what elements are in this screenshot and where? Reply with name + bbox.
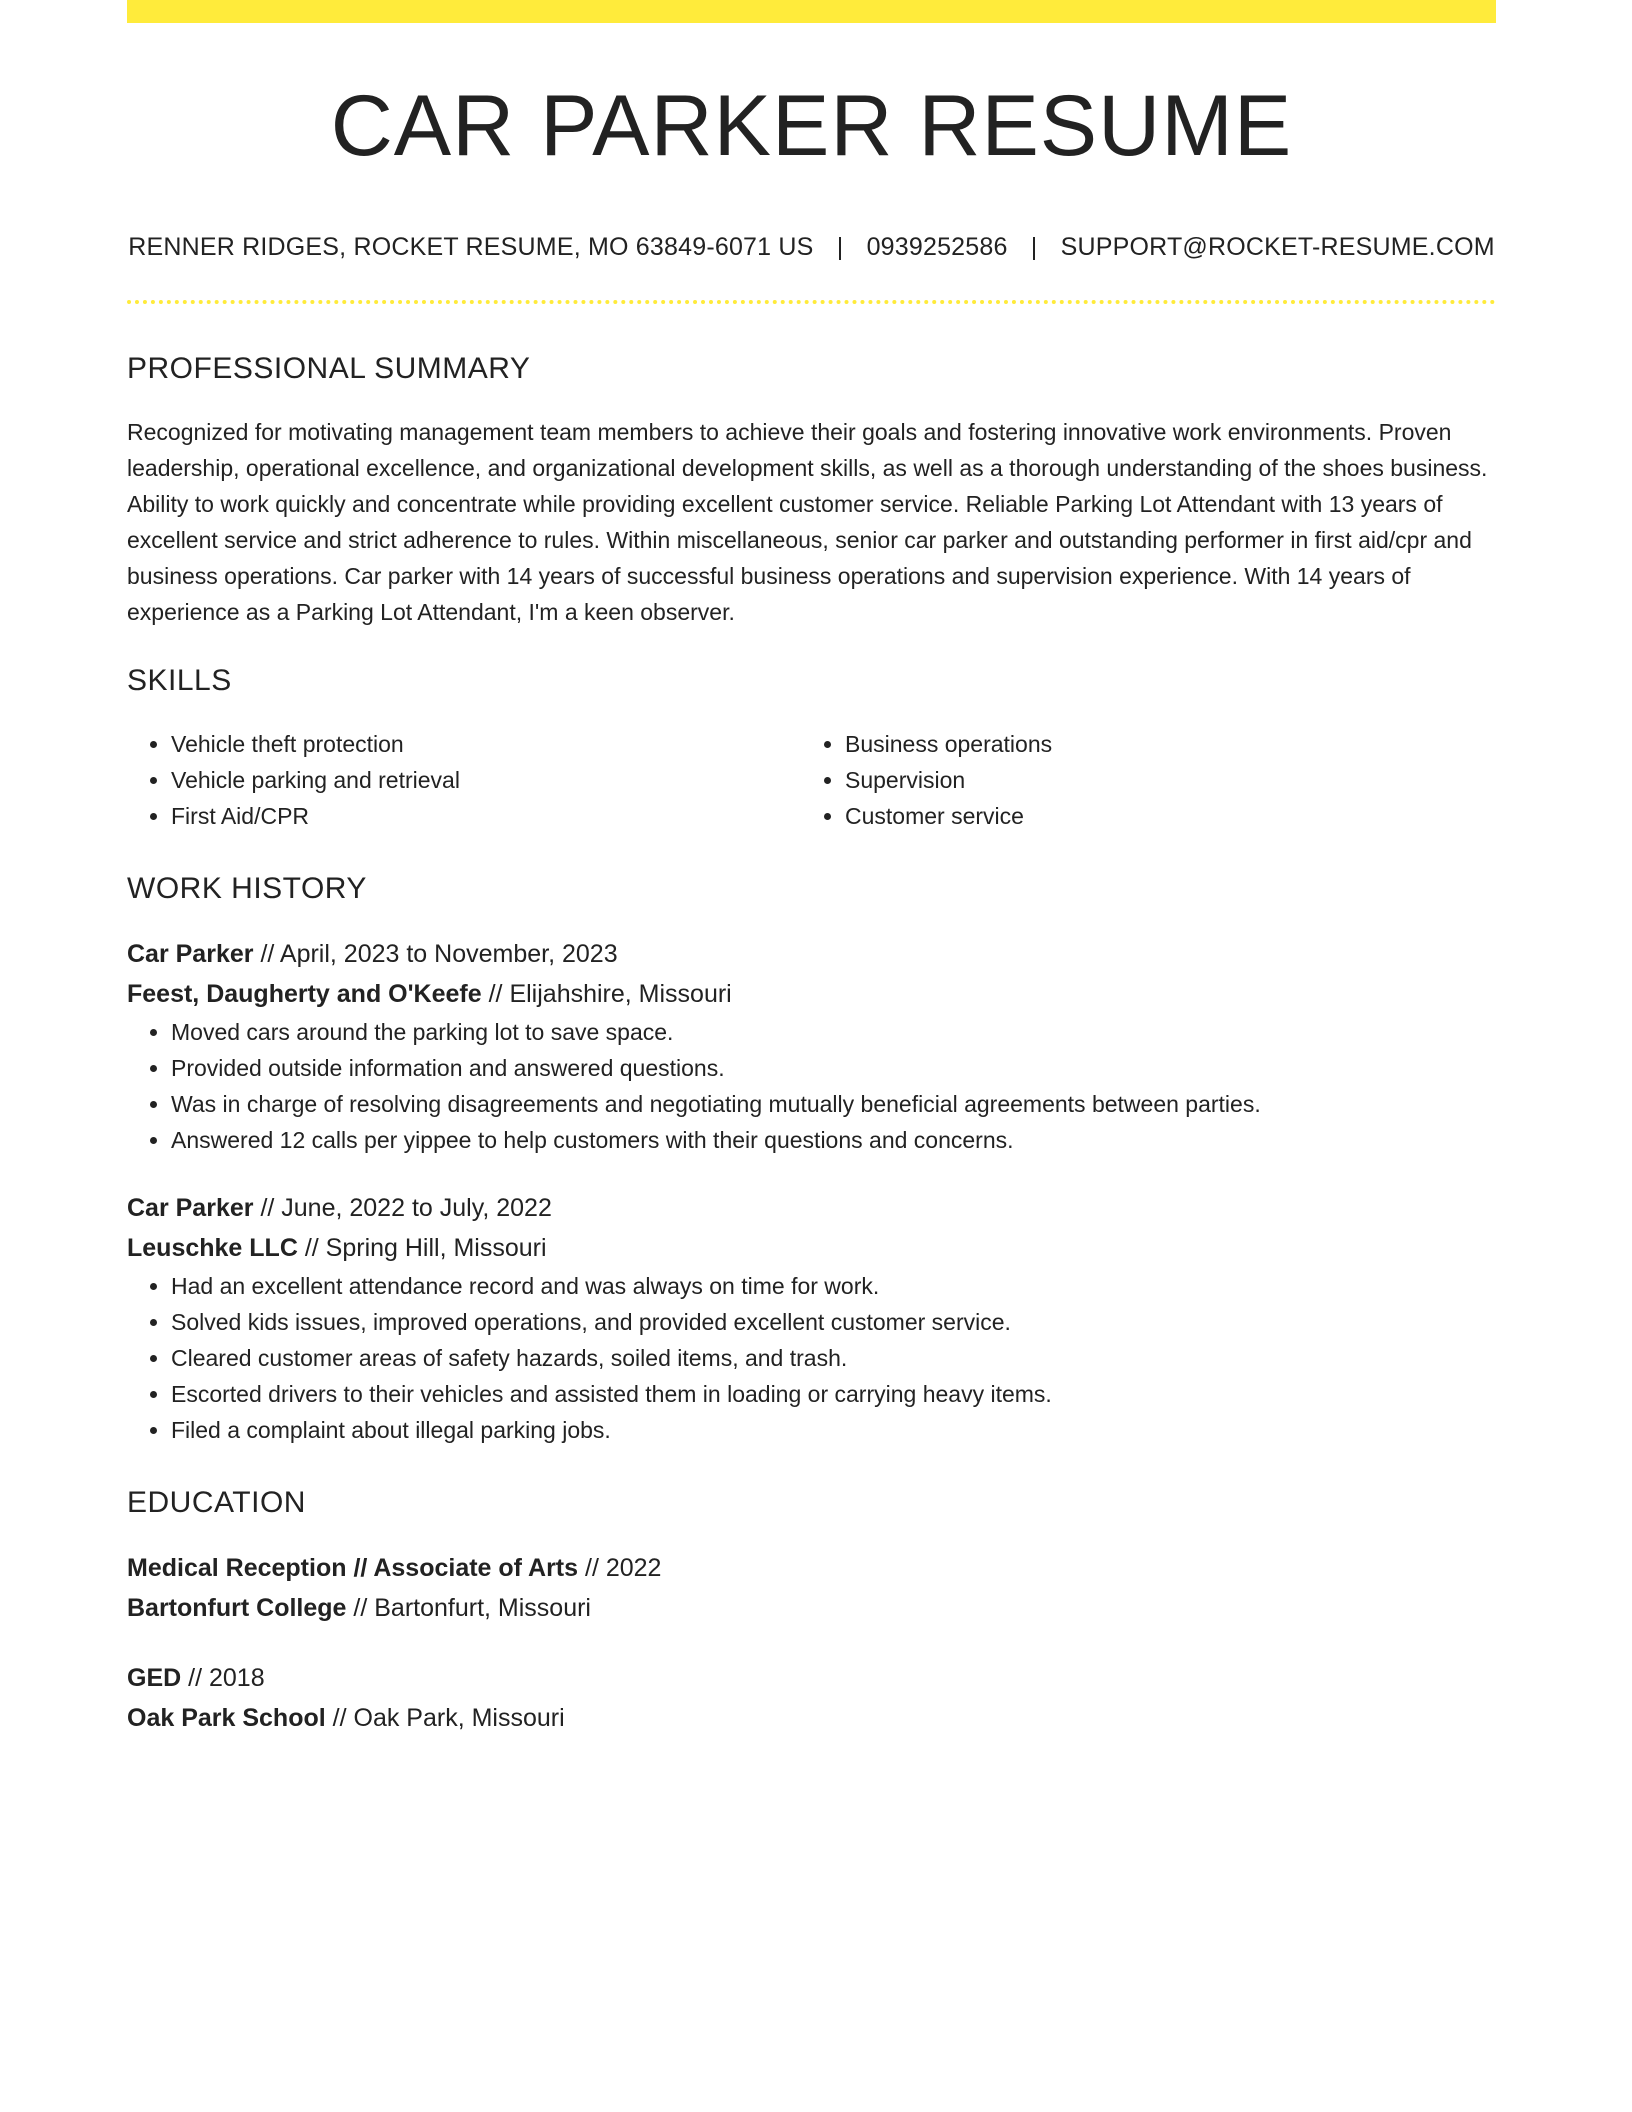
education-degree-line [127,1548,1496,1588]
skill-item: • Vehicle theft protection [171,726,801,762]
skill-item: • Vehicle parking and retrieval [171,762,801,798]
education-degree-line [127,1658,1496,1698]
job-duty: • Cleared customer areas of safety hazards, soiled items, and trash. [171,1340,1496,1376]
contact-line [127,235,1496,260]
contact-phone: 0939252586 [866,233,1008,261]
job-duty: • Filed a complaint about illegal parking jobs. [171,1412,1496,1448]
education-heading: EDUCATION [127,1486,306,1519]
job-dates: // June, 2022 to July, 2022 [260,1194,552,1222]
resume-title: CAR PARKER RESUME [330,78,1293,174]
education-degree: Medical Reception // Associate of Arts [127,1554,579,1582]
contact-separator: | [1030,233,1038,261]
education-location: // Oak Park, Missouri [332,1704,565,1732]
skills-list-left [127,726,801,834]
education-location: // Bartonfurt, Missouri [353,1594,591,1622]
job-duty: • Had an excellent attendance record and was always on time for work. [171,1268,1496,1304]
education-school-line [127,1698,1496,1738]
skill-item: • Business operations [845,726,1475,762]
contact-email: SUPPORT@ROCKET-RESUME.COM [1060,233,1495,261]
job-duty: • Was in charge of resolving disagreements and negotiating mutually beneficial agreements between parties. [171,1086,1496,1122]
job-duty: • Escorted drivers to their vehicles and assisted them in loading or carrying heavy items. [171,1376,1496,1412]
dotted-divider [127,300,1496,304]
contact-separator: | [836,233,844,261]
skills-heading: SKILLS [127,664,232,697]
job-title-line [127,1188,1496,1228]
contact-address: RENNER RIDGES, ROCKET RESUME, MO 63849-6071 US [128,233,814,261]
job-entry [127,1188,1496,1448]
job-role: Car Parker [127,940,254,968]
job-duty: • Answered 12 calls per yippee to help customers with their questions and concerns. [171,1122,1496,1158]
skills-grid [127,726,1496,834]
summary-heading: PROFESSIONAL SUMMARY [127,352,531,385]
education-school: Oak Park School [127,1704,326,1732]
job-title-line [127,934,1496,974]
job-company: Feest, Daugherty and O'Keefe [127,980,482,1008]
skills-list-right [801,726,1475,834]
job-duty: • Provided outside information and answered questions. [171,1050,1496,1086]
job-company-line [127,974,1496,1014]
education-school: Bartonfurt College [127,1594,347,1622]
summary-text: Recognized for motivating management team members to achieve their goals and fostering innovative work environments. Proven leadership, operational excellence, and organizational development skills, as well as a thorough understanding of the shoes business. Ability to work quickly and concentrate while providing excellent customer service. Reliable Parking Lot Attendant with 13 years of excellent service and strict adherence to rules. Within miscellaneous, senior car parker and outstanding performer in first aid/cpr and business operations. Car parker with 14 years of successful business operations and supervision experience. With 14 years of experience as a Parking Lot Attendant, I'm a keen observer. [127,419,1488,625]
job-company: Leuschke LLC [127,1234,298,1262]
education-year: // 2018 [188,1664,265,1692]
education-year: // 2022 [585,1554,662,1582]
job-location: // Elijahshire, Missouri [488,980,732,1008]
work-history-heading: WORK HISTORY [127,872,367,905]
job-company-line [127,1228,1496,1268]
job-duty: • Moved cars around the parking lot to save space. [171,1014,1496,1050]
education-entry [127,1548,1496,1628]
job-duties-list [127,1268,1496,1448]
resume-page [127,0,1496,1738]
job-entry [127,934,1496,1158]
education-school-line [127,1588,1496,1628]
education-degree: GED [127,1664,182,1692]
skill-item: • First Aid/CPR [171,798,801,834]
skill-item: • Supervision [845,762,1475,798]
education-entry [127,1658,1496,1738]
accent-top-bar [127,0,1496,23]
job-duty: • Solved kids issues, improved operations, and provided excellent customer service. [171,1304,1496,1340]
job-location: // Spring Hill, Missouri [304,1234,547,1262]
job-dates: // April, 2023 to November, 2023 [260,940,618,968]
job-role: Car Parker [127,1194,254,1222]
job-duties-list [127,1014,1496,1158]
skill-item: • Customer service [845,798,1475,834]
